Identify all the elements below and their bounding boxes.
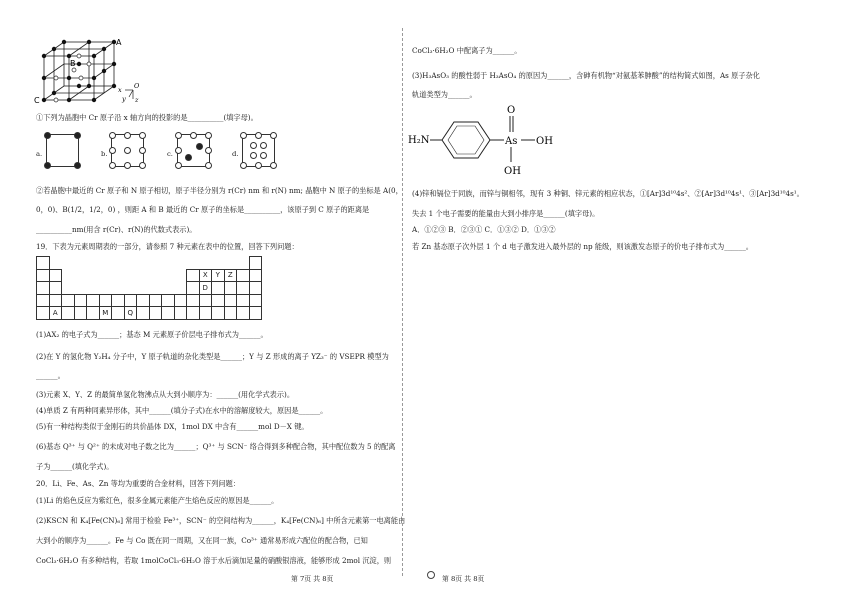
q19-part6-line2: 子为______(填化学式)。 <box>36 462 114 471</box>
option-d-label: d. <box>232 150 239 158</box>
cell-y: Y <box>212 269 225 282</box>
label-a: A <box>116 38 122 47</box>
cell-z: Z <box>224 269 237 282</box>
label-b: B <box>70 59 76 68</box>
q19-part3: (3)元素 X、Y、Z 的最简单氢化物沸点从大到小顺序为：______(用化学式表示)。 <box>36 390 295 399</box>
oxo-oxygen-label: O <box>507 105 516 116</box>
q20-part1: (1)Li 的焰色反应为紫红色，很多金属元素能产生焰色反应的原因是______。 <box>36 496 279 505</box>
axis-z-label: z <box>135 96 139 104</box>
option-a-figure <box>46 134 79 167</box>
page-number-right: 第 8页 共 8页 <box>442 575 485 583</box>
crystal-cell-figure <box>30 36 150 104</box>
hydroxyl-right-label: OH <box>536 136 553 147</box>
q19-part6-line1: (6)基态 Q³⁺ 与 Q²⁺ 的未成对电子数之比为______；Q³⁺ 与 SCN⁻ 络合得到多种配合物，其中配位数为 5 的配离 <box>36 442 396 451</box>
q18-part1: ①下列为晶胞中 Cr 原子沿 x 轴方向的投影的是__________(填字母)。 <box>36 113 258 122</box>
q20-part2-line1: (2)KSCN 和 K₄[Fe(CN)₆] 常用于检验 Fe³⁺，SCN⁻ 的空间结构为______，K₄[Fe(CN)₆] 中所含元素第一电离能由 <box>36 516 406 525</box>
periodic-table-fragment <box>36 256 262 320</box>
q20-part3-line1: (3)H₃AsO₃ 的酸性弱于 H₃AsO₄ 的原因为______，含砷有机物“对氨基苯胂酸”的结构简式如图，As 原子杂化 <box>412 71 760 80</box>
cell-a: A <box>49 307 62 320</box>
option-a-label: a. <box>36 150 43 158</box>
q19-part2-line2: ______。 <box>36 371 65 380</box>
q19-part2-line1: (2)在 Y 的氢化物 Y₂H₄ 分子中，Y 原子轨道的杂化类型是______；Y 与 Z 形成的离子 YZ₃⁻ 的 VSEPR 模型为 <box>36 352 389 361</box>
q20-part2-line4: CoCl₃·6H₂O 中配离子为______。 <box>412 46 522 55</box>
q20-part2-line2: 大到小的顺序为______。Fe 与 Co 既在同一周期，又在同一族，Co³⁺ 通常易形成六配位的配合物，已知 <box>36 536 368 545</box>
q18-part2-line3: __________nm(用含 r(Cr)、r(N)的代数式表示)。 <box>36 225 197 234</box>
arsanilic-acid-structure <box>408 102 578 180</box>
q20-title: 20．Li、Fe、As、Zn 等均为重要的合金材料，回答下列问题： <box>36 479 240 488</box>
q20-part4-line2: 失去 1 个电子需要的能量由大到小排序是______(填字母)。 <box>412 209 600 218</box>
page-divider <box>402 28 403 576</box>
axis-o-label: O <box>134 82 140 90</box>
q19-part1: (1)AX₂ 的电子式为______；基态 M 元素原子价层电子排布式为______。 <box>36 330 268 339</box>
option-c-label: c. <box>167 150 173 158</box>
amino-group-label: H₂N <box>408 135 430 146</box>
label-c: C <box>34 96 40 104</box>
page-number-left: 第 7页 共 8页 <box>291 575 334 583</box>
q18-part2-line2: 0，0)、B(1/2，1/2，0) ，则距 A 和 B 最近的 Cr 原子的坐标是__________，该原子到 C 原子的距离是 <box>36 205 370 214</box>
axis-x-label: x <box>118 86 122 94</box>
cell-m: M <box>99 307 112 320</box>
q19-part5: (5)有一种结构类似于金刚石的共价晶体 DX，1mol DX 中含有______mol D－X 键。 <box>36 422 309 431</box>
arsenic-label: As <box>505 136 518 147</box>
option-b-label: b. <box>101 150 108 158</box>
right-page <box>408 0 860 608</box>
q18-part2-line1: ②若晶胞中最近的 Cr 原子和 N 原子相切，原子半径分别为 r(Cr) nm 和 r(N) nm; 晶胞中 N 原子的坐标是 A(0， <box>36 186 403 195</box>
q20-part4-line1: (4)锌和镉位于同族，而锌与铜相邻，现有 3 种铜、锌元素的相应状态，①[Ar]3d¹⁰4s²、②[Ar]3d¹⁰4s¹、③[Ar]3d¹⁰4s¹。 <box>412 189 804 198</box>
option-c-figure <box>177 134 210 167</box>
cell-d: D <box>199 282 212 295</box>
option-b-figure <box>111 134 144 167</box>
cell-q: Q <box>124 307 137 320</box>
q20-part4-options: A．①②③ B．②③① C．①③② D．①③② <box>412 225 556 234</box>
q20-part2-line3: CoCl₃·6H₂O 有多种结构，若取 1molCoCl₃·6H₂O 溶于水后滴加足量的硝酸银溶液，能够形成 2mol 沉淀，则 <box>36 556 392 565</box>
hydroxyl-bottom-label: OH <box>504 166 521 177</box>
option-d-figure <box>242 134 275 167</box>
q20-part5: 若 Zn 基态原子次外层 1 个 d 电子激发进入最外层的 np 能级，则该激发态原子的价电子排布式为______。 <box>412 242 753 251</box>
q19-part4: (4)单质 Z 有两种同素异形体，其中______(填分子式)在水中的溶解度较大，原因是______。 <box>36 406 328 415</box>
axis-y-label: y <box>122 95 126 103</box>
q20-part3-line2: 轨道类型为______。 <box>412 90 477 99</box>
cell-x: X <box>199 269 212 282</box>
q19-title: 19．下表为元素周期表的一部分，请参照 7 种元素在表中的位置，回答下列问题： <box>36 242 299 251</box>
